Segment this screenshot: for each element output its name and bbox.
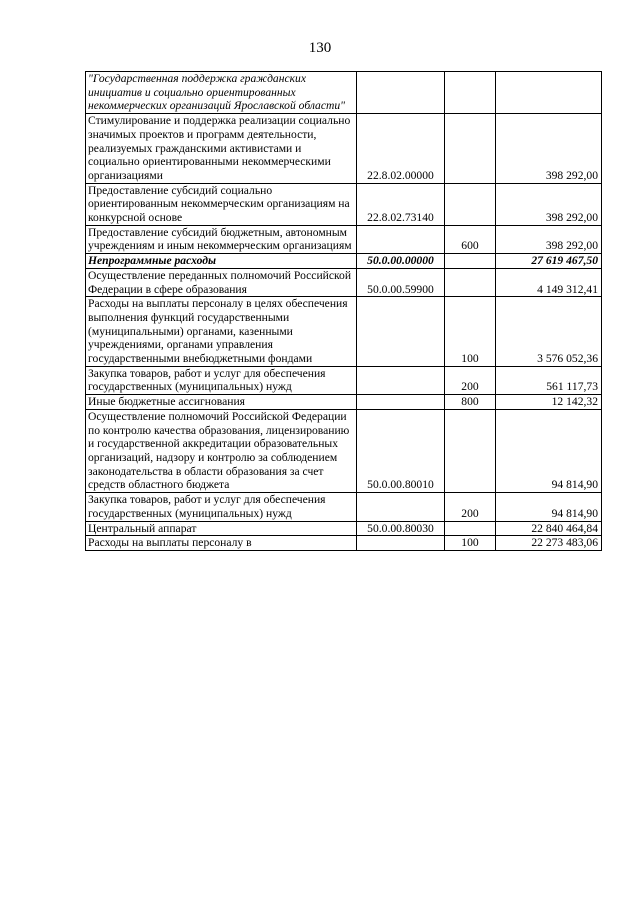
row-name-cell: Стимулирование и поддержка реализации социально значимых проектов и программ деятельности, реализуемых гражданскими активистами и социально ориентированными некоммерческими организациями (86, 114, 357, 184)
row-expense-type-cell (445, 268, 496, 296)
row-code-cell: 50.0.00.80030 (357, 521, 445, 536)
row-expense-type-cell (445, 183, 496, 225)
row-code-cell: 50.0.00.00000 (357, 254, 445, 269)
row-expense-type-cell: 800 (445, 395, 496, 410)
row-code-cell (357, 297, 445, 367)
row-name-cell: Осуществление полномочий Российской Федерации по контролю качества образования, лицензированию и государственной аккредитации образовательных организаций, надзору и контролю за соблюдением законодательства в области образования за счет средств областного бюджета (86, 409, 357, 492)
row-code-cell (357, 395, 445, 410)
row-code-cell (357, 366, 445, 394)
row-name-cell: Закупка товаров, работ и услуг для обеспечения государственных (муниципальных) нужд (86, 493, 357, 521)
row-name-cell: Расходы на выплаты персоналу в целях обеспечения выполнения функций государственными (муниципальными) органами, казенными учреждениями, органами управления государственными внебюджетными фондами (86, 297, 357, 367)
row-code-cell: 50.0.00.59900 (357, 268, 445, 296)
row-sum-cell (496, 72, 602, 114)
row-expense-type-cell: 200 (445, 366, 496, 394)
table-row (86, 254, 602, 269)
row-name-cell: Расходы на выплаты персоналу в (86, 536, 357, 551)
row-sum-cell: 561 117,73 (496, 366, 602, 394)
table-row (86, 114, 602, 184)
row-code-cell (357, 493, 445, 521)
row-sum-cell: 22 273 483,06 (496, 536, 602, 551)
table-row (86, 183, 602, 225)
row-sum-cell: 4 149 312,41 (496, 268, 602, 296)
budget-table (85, 71, 602, 551)
table-row (86, 225, 602, 253)
row-sum-cell: 12 142,32 (496, 395, 602, 410)
row-code-cell: 50.0.00.80010 (357, 409, 445, 492)
row-sum-cell: 22 840 464,84 (496, 521, 602, 536)
row-name-cell: Центральный аппарат (86, 521, 357, 536)
row-sum-cell: 398 292,00 (496, 225, 602, 253)
row-code-cell (357, 536, 445, 551)
row-name-cell: Осуществление переданных полномочий Российской Федерации в сфере образования (86, 268, 357, 296)
row-sum-cell: 398 292,00 (496, 183, 602, 225)
row-name-cell: Иные бюджетные ассигнования (86, 395, 357, 410)
row-expense-type-cell: 100 (445, 297, 496, 367)
row-sum-cell: 3 576 052,36 (496, 297, 602, 367)
row-code-cell (357, 225, 445, 253)
row-sum-cell: 94 814,90 (496, 409, 602, 492)
row-expense-type-cell (445, 521, 496, 536)
row-expense-type-cell: 100 (445, 536, 496, 551)
page-number: 130 (308, 40, 332, 56)
row-code-cell: 22.8.02.00000 (357, 114, 445, 184)
table-row (86, 268, 602, 296)
budget-table-body (86, 72, 602, 551)
row-expense-type-cell (445, 254, 496, 269)
row-code-cell (357, 72, 445, 114)
row-sum-cell: 398 292,00 (496, 114, 602, 184)
row-expense-type-cell (445, 409, 496, 492)
row-expense-type-cell (445, 72, 496, 114)
table-row (86, 409, 602, 492)
row-name-cell: Непрограммные расходы (86, 254, 357, 269)
table-row (86, 366, 602, 394)
table-row (86, 72, 602, 114)
row-sum-cell: 94 814,90 (496, 493, 602, 521)
table-row (86, 395, 602, 410)
row-sum-cell: 27 619 467,50 (496, 254, 602, 269)
row-expense-type-cell: 200 (445, 493, 496, 521)
row-name-cell: Предоставление субсидий бюджетным, автономным учреждениям и иным некоммерческим организациям (86, 225, 357, 253)
table-row (86, 521, 602, 536)
table-row (86, 493, 602, 521)
row-name-cell: Предоставление субсидий социально ориентированным некоммерческим организациям на конкурсной основе (86, 183, 357, 225)
row-name-cell: Закупка товаров, работ и услуг для обеспечения государственных (муниципальных) нужд (86, 366, 357, 394)
row-name-cell: "Государственная поддержка гражданских инициатив и социально ориентированных некоммерческих организаций Ярославской области" (86, 72, 357, 114)
table-row (86, 536, 602, 551)
table-row (86, 297, 602, 367)
row-expense-type-cell: 600 (445, 225, 496, 253)
row-expense-type-cell (445, 114, 496, 184)
row-code-cell: 22.8.02.73140 (357, 183, 445, 225)
